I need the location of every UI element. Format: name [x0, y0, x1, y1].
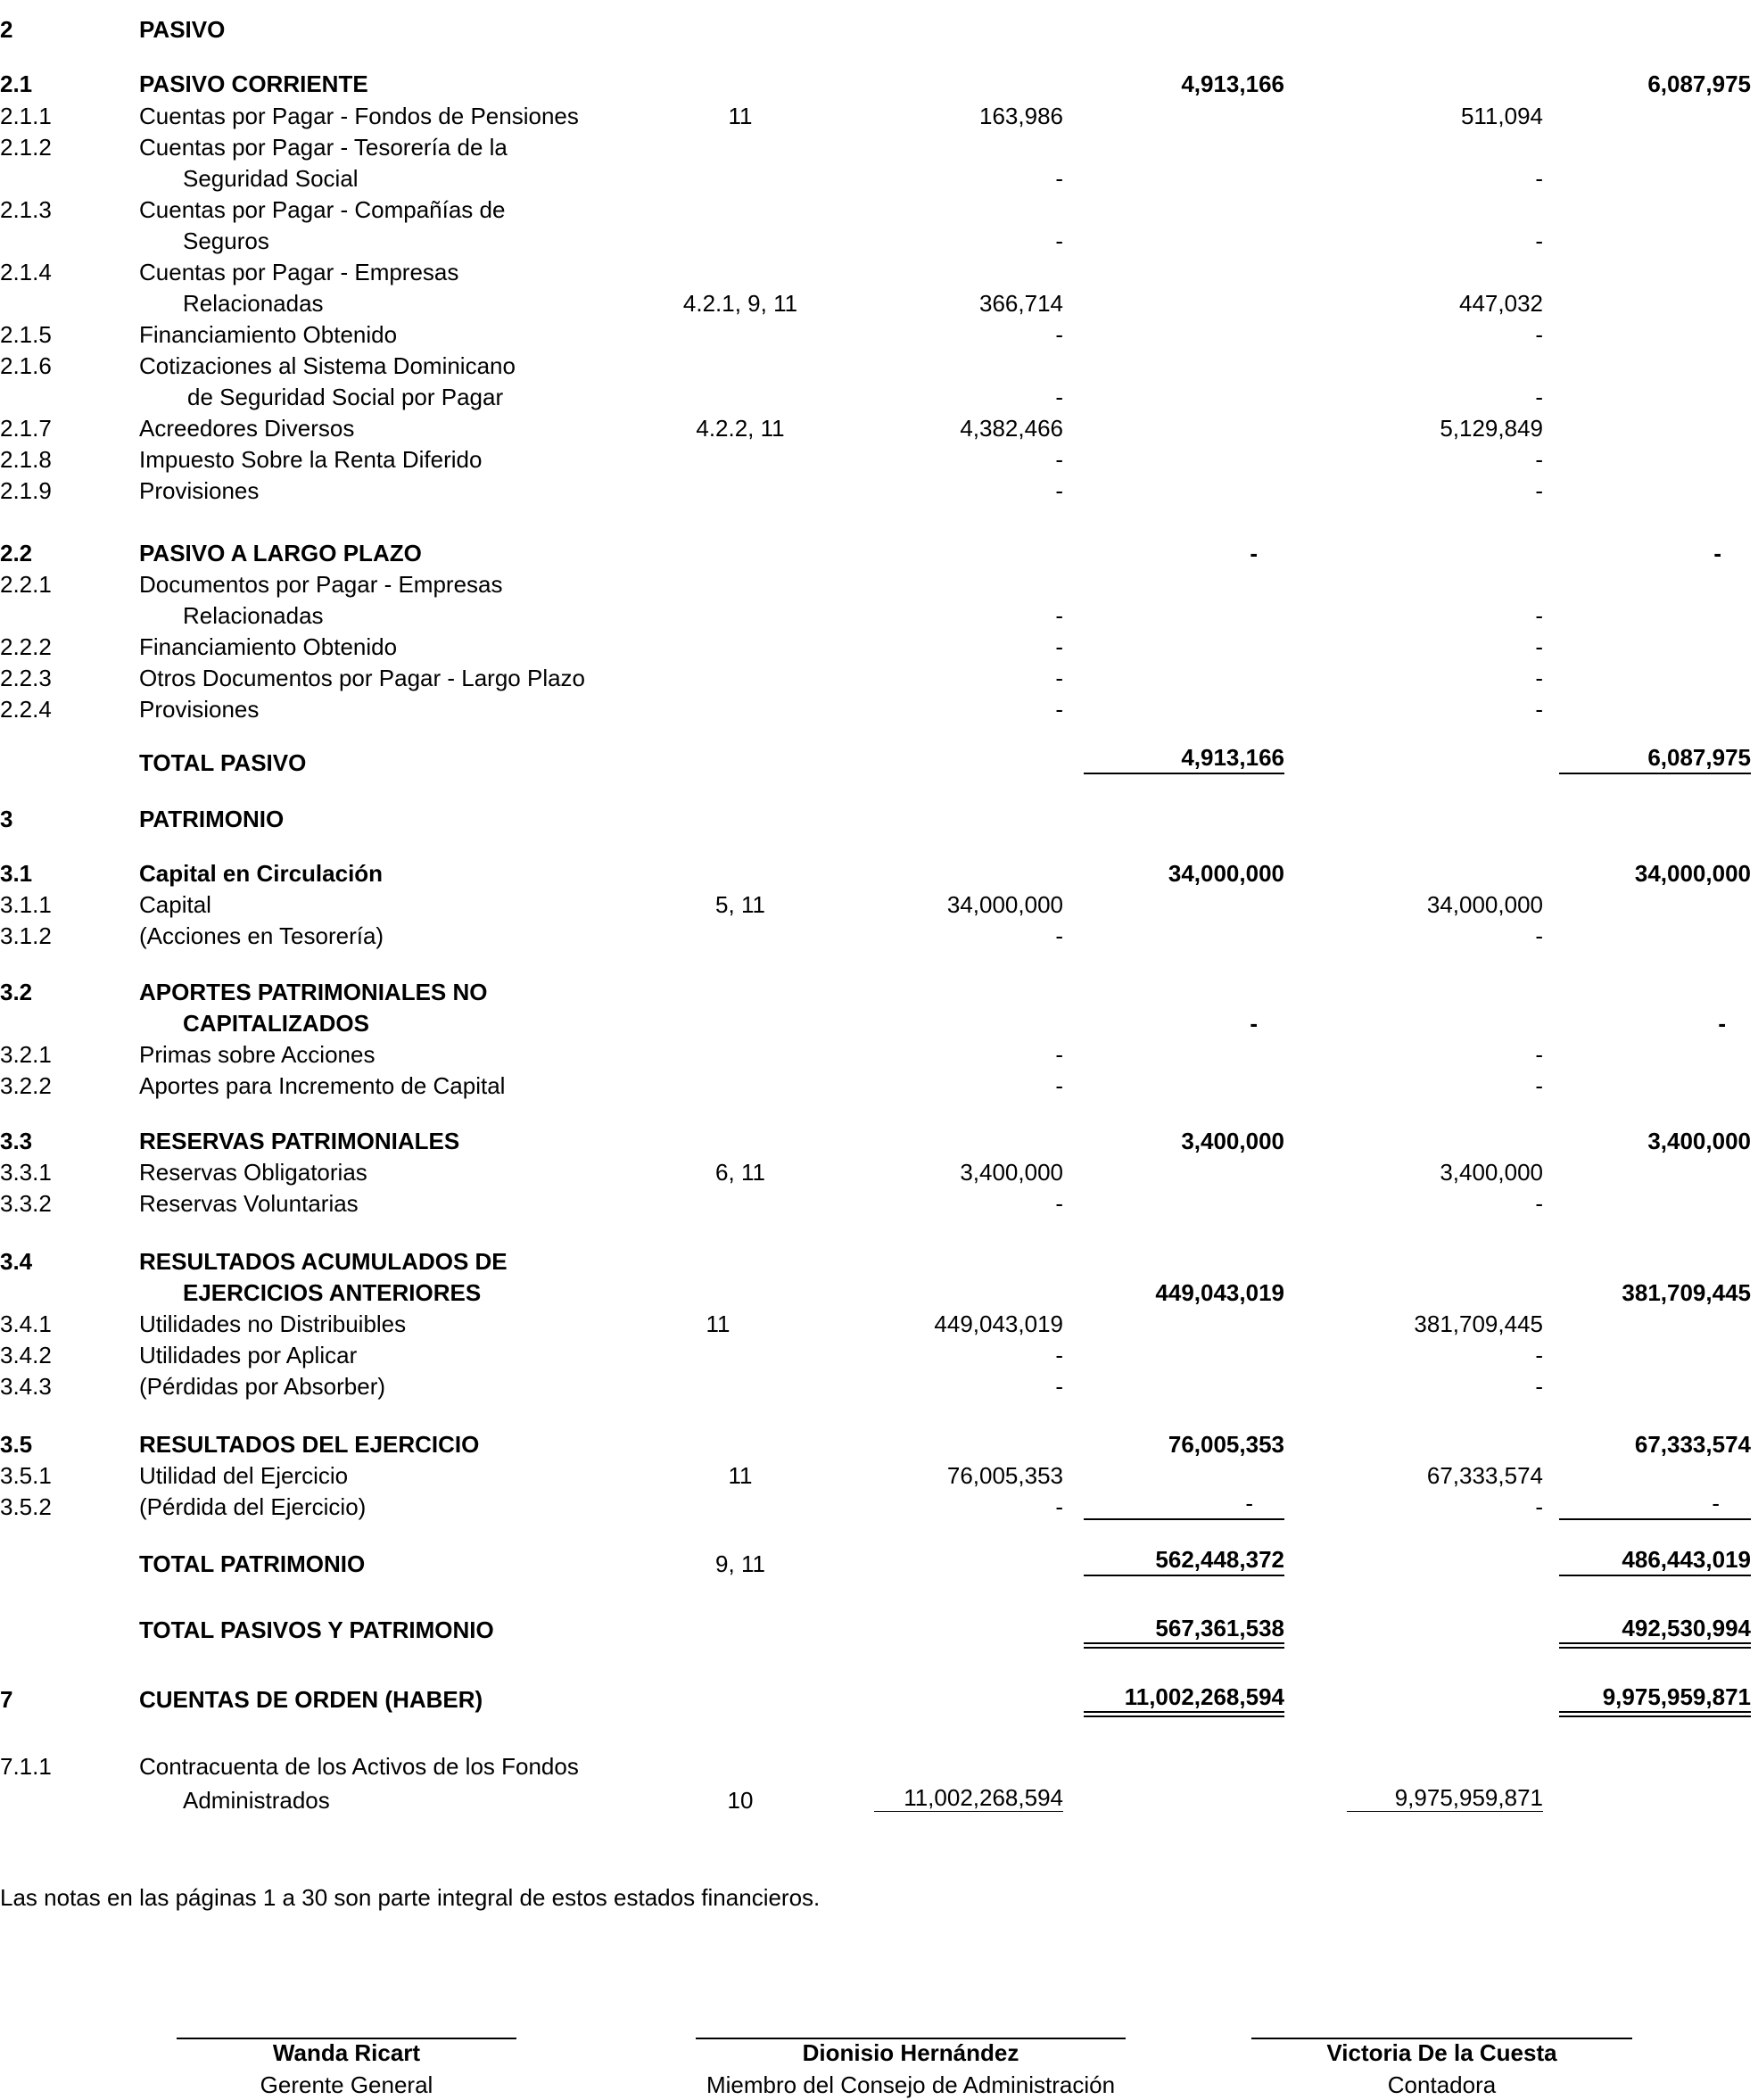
amount-current: - — [1055, 165, 1063, 192]
row-code: 2.1.7 — [0, 415, 52, 442]
subtotal-previous: 34,000,000 — [1634, 860, 1751, 887]
row-label: (Pérdidas por Absorber) — [139, 1373, 386, 1400]
amount-current: - — [1055, 227, 1063, 254]
row-code: 2.1.6 — [0, 352, 52, 379]
row-code: 3.3 — [0, 1128, 33, 1154]
amount-current: 76,005,353 — [946, 1462, 1063, 1489]
amount-current: 366,714 — [979, 290, 1063, 317]
amount-current: 163,986 — [979, 103, 1063, 129]
amount-previous: 9,975,959,871 — [1394, 1784, 1543, 1811]
row-code: 2.1.2 — [0, 134, 52, 161]
row-label: Financiamiento Obtenido — [139, 321, 398, 348]
row-label-cont: EJERCICIOS ANTERIORES — [183, 1279, 482, 1306]
row-code: 7.1.1 — [0, 1753, 52, 1780]
signature-title: Contadora — [1387, 2071, 1497, 2098]
row-code: 3.1 — [0, 860, 33, 887]
row-note: 5, 11 — [715, 891, 765, 918]
amount-current: - — [1055, 696, 1063, 723]
amount-previous: 447,032 — [1459, 290, 1543, 317]
row-label: RESERVAS PATRIMONIALES — [139, 1128, 460, 1154]
amount-previous: - — [1535, 1493, 1543, 1520]
total-current: 562,448,372 — [1155, 1546, 1284, 1573]
row-note: 4.2.2, 11 — [696, 415, 785, 442]
subtotal-current: 3,400,000 — [1181, 1128, 1284, 1154]
row-label: Financiamiento Obtenido — [139, 633, 398, 660]
row-label-cont: Seguros — [183, 227, 269, 254]
row-label: RESULTADOS ACUMULADOS DE — [139, 1248, 508, 1275]
row-code: 2.1 — [0, 70, 33, 97]
row-label: CUENTAS DE ORDEN (HABER) — [139, 1686, 483, 1713]
row-code: 3.1.1 — [0, 891, 52, 918]
amount-previous: - — [1535, 1190, 1543, 1217]
row-label-cont: Seguridad Social — [183, 165, 359, 192]
row-code: 2.1.1 — [0, 103, 52, 129]
double-underline — [1559, 1711, 1751, 1717]
signature-title: Miembro del Consejo de Administración — [706, 2071, 1116, 2098]
amount-previous: 511,094 — [1460, 103, 1543, 129]
row-code: 3.5 — [0, 1431, 33, 1458]
amount-previous: - — [1535, 321, 1543, 348]
amount-previous: - — [1535, 477, 1543, 504]
amount-previous: 34,000,000 — [1426, 891, 1543, 918]
row-label: Cuentas por Pagar - Fondos de Pensiones — [139, 103, 579, 129]
row-code: 3.5.2 — [0, 1493, 52, 1520]
subtotal-current: - — [1250, 540, 1258, 566]
row-code: 2.2.1 — [0, 571, 52, 598]
row-label: PASIVO CORRIENTE — [139, 70, 368, 97]
row-note: 6, 11 — [715, 1159, 765, 1186]
total-previous: 9,975,959,871 — [1602, 1683, 1751, 1710]
amount-current: - — [1055, 446, 1063, 473]
row-code: 2.1.3 — [0, 196, 52, 223]
row-label: Cuentas por Pagar - Compañías de — [139, 196, 506, 223]
amount-previous: - — [1535, 1373, 1543, 1400]
footnote: Las notas en las páginas 1 a 30 son parte integral de estos estados financieros. — [0, 1884, 821, 1911]
total-previous: 486,443,019 — [1622, 1546, 1751, 1573]
row-label: RESULTADOS DEL EJERCICIO — [139, 1431, 480, 1458]
total-current: 567,361,538 — [1155, 1615, 1284, 1641]
row-label: Primas sobre Acciones — [139, 1041, 376, 1068]
amount-current: 34,000,000 — [946, 891, 1063, 918]
signature-title: Gerente General — [260, 2071, 433, 2098]
total-label: TOTAL PASIVOS Y PATRIMONIO — [139, 1616, 494, 1643]
row-label: PASIVO A LARGO PLAZO — [139, 540, 422, 566]
row-code: 3.3.2 — [0, 1190, 52, 1217]
row-code: 3.1.2 — [0, 922, 52, 949]
row-code: 3 — [0, 806, 13, 832]
amount-previous: - — [1535, 165, 1543, 192]
double-underline — [1084, 1711, 1284, 1717]
amount-previous: - — [1535, 1342, 1543, 1368]
row-label: Cotizaciones al Sistema Dominicano — [139, 352, 516, 379]
row-code: 2 — [0, 16, 13, 43]
row-code: 3.4.3 — [0, 1373, 52, 1400]
amount-current: - — [1055, 633, 1063, 660]
underline — [874, 1811, 1063, 1812]
amount-previous: - — [1535, 446, 1543, 473]
row-label: PATRIMONIO — [139, 806, 285, 832]
row-code: 3.4.2 — [0, 1342, 52, 1368]
row-code: 2.2.3 — [0, 665, 52, 691]
row-label: Utilidad del Ejercicio — [139, 1462, 349, 1489]
row-label: (Pérdida del Ejercicio) — [139, 1493, 367, 1520]
amount-previous: - — [1535, 665, 1543, 691]
subtotal-previous: 381,709,445 — [1622, 1279, 1751, 1306]
amount-current: 449,043,019 — [934, 1310, 1063, 1337]
amount-previous: 381,709,445 — [1414, 1310, 1543, 1337]
row-label: Acreedores Diversos — [139, 415, 355, 442]
amount-current: - — [1055, 665, 1063, 691]
row-label-cont: CAPITALIZADOS — [183, 1010, 369, 1037]
amount-current: 4,382,466 — [960, 415, 1063, 442]
underline — [1084, 1518, 1284, 1520]
row-label: Documentos por Pagar - Empresas — [139, 571, 503, 598]
subtotal-previous: 3,400,000 — [1647, 1128, 1751, 1154]
amount-previous: 3,400,000 — [1440, 1159, 1543, 1186]
row-label: Cuentas por Pagar - Empresas — [139, 259, 459, 285]
total-current: 4,913,166 — [1181, 744, 1284, 771]
amount-previous: - — [1535, 1041, 1543, 1068]
row-note: 4.2.1, 9, 11 — [682, 290, 798, 317]
row-label: Cuentas por Pagar - Tesorería de la — [139, 134, 508, 161]
row-label: Otros Documentos por Pagar - Largo Plazo — [139, 665, 586, 691]
total-current: 11,002,268,594 — [1124, 1683, 1284, 1710]
subtotal-previous: - — [1712, 1490, 1720, 1517]
row-code: 2.1.9 — [0, 477, 52, 504]
row-label-cont: Administrados — [183, 1787, 330, 1814]
total-previous: 492,530,994 — [1622, 1615, 1751, 1641]
total-label: TOTAL PASIVO — [139, 749, 307, 776]
double-underline — [1084, 1642, 1284, 1649]
row-note: 11 — [706, 1310, 730, 1337]
row-code: 3.2.2 — [0, 1072, 52, 1099]
subtotal-previous: 6,087,975 — [1647, 70, 1751, 97]
row-label: Impuesto Sobre la Renta Diferido — [139, 446, 483, 473]
amount-previous: - — [1535, 227, 1543, 254]
amount-current: - — [1055, 321, 1063, 348]
signature-name: Victoria De la Cuesta — [1326, 2039, 1557, 2066]
row-note: 11 — [728, 1462, 753, 1489]
row-code: 2.2 — [0, 540, 33, 566]
row-label: PASIVO — [139, 16, 226, 43]
amount-previous: 5,129,849 — [1440, 415, 1543, 442]
signature-name: Dionisio Hernández — [802, 2039, 1019, 2066]
underline — [1559, 1518, 1751, 1520]
amount-previous: - — [1535, 1072, 1543, 1099]
row-code: 3.2.1 — [0, 1041, 52, 1068]
row-label: Aportes para Incremento de Capital — [139, 1072, 506, 1099]
amount-current: - — [1055, 1041, 1063, 1068]
row-label: (Acciones en Tesorería) — [139, 922, 384, 949]
amount-current: - — [1055, 1072, 1063, 1099]
subtotal-previous: 67,333,574 — [1634, 1431, 1751, 1458]
amount-previous: 67,333,574 — [1426, 1462, 1543, 1489]
double-underline — [1559, 1642, 1751, 1649]
subtotal-previous: - — [1718, 1010, 1726, 1037]
row-code: 2.1.5 — [0, 321, 52, 348]
row-code: 2.1.8 — [0, 446, 52, 473]
row-label: Reservas Voluntarias — [139, 1190, 359, 1217]
subtotal-current: - — [1250, 1010, 1258, 1037]
signature-name: Wanda Ricart — [272, 2039, 421, 2066]
amount-current: - — [1055, 384, 1063, 410]
row-note: 10 — [727, 1787, 754, 1814]
underline — [1559, 1575, 1751, 1576]
row-label-cont: Relacionadas — [183, 602, 324, 629]
amount-previous: - — [1535, 696, 1543, 723]
underline — [1084, 1575, 1284, 1576]
row-label: Capital — [139, 891, 211, 918]
underline — [1559, 773, 1751, 774]
row-label: APORTES PATRIMONIALES NO — [139, 979, 488, 1005]
row-code: 2.1.4 — [0, 259, 52, 285]
row-label: Provisiones — [139, 696, 260, 723]
amount-current: - — [1055, 1190, 1063, 1217]
subtotal-previous: - — [1713, 540, 1721, 566]
row-label: Utilidades por Aplicar — [139, 1342, 358, 1368]
amount-current: - — [1055, 1493, 1063, 1520]
subtotal-current: 76,005,353 — [1168, 1431, 1284, 1458]
row-label-cont: Relacionadas — [183, 290, 324, 317]
row-label: Contracuenta de los Activos de los Fondos — [139, 1753, 579, 1780]
row-code: 2.2.4 — [0, 696, 52, 723]
amount-current: - — [1055, 602, 1063, 629]
row-code: 3.4 — [0, 1248, 33, 1275]
row-code: 3.4.1 — [0, 1310, 52, 1337]
amount-current: 3,400,000 — [960, 1159, 1063, 1186]
underline — [1347, 1811, 1543, 1812]
row-code: 7 — [0, 1686, 13, 1713]
amount-current: - — [1055, 922, 1063, 949]
row-note: 11 — [728, 103, 753, 129]
row-code: 2.2.2 — [0, 633, 52, 660]
row-label-cont: de Seguridad Social por Pagar — [187, 384, 504, 410]
row-label: Utilidades no Distribuibles — [139, 1310, 407, 1337]
row-note: 9, 11 — [715, 1550, 765, 1577]
amount-previous: - — [1535, 602, 1543, 629]
subtotal-current: 4,913,166 — [1181, 70, 1284, 97]
amount-current: - — [1055, 1373, 1063, 1400]
amount-current: - — [1055, 1342, 1063, 1368]
row-label: Capital en Circulación — [139, 860, 384, 887]
subtotal-current: - — [1245, 1490, 1253, 1517]
subtotal-current: 449,043,019 — [1155, 1279, 1284, 1306]
total-label: TOTAL PATRIMONIO — [139, 1550, 366, 1577]
row-code: 3.3.1 — [0, 1159, 52, 1186]
total-previous: 6,087,975 — [1647, 744, 1751, 771]
row-code: 3.5.1 — [0, 1462, 52, 1489]
amount-current: - — [1055, 477, 1063, 504]
row-code: 3.2 — [0, 979, 33, 1005]
amount-previous: - — [1535, 922, 1543, 949]
row-label: Provisiones — [139, 477, 260, 504]
amount-previous: - — [1535, 633, 1543, 660]
row-label: Reservas Obligatorias — [139, 1159, 367, 1186]
amount-current: 11,002,268,594 — [904, 1784, 1063, 1811]
subtotal-current: 34,000,000 — [1168, 860, 1284, 887]
underline — [1084, 773, 1284, 774]
amount-previous: - — [1535, 384, 1543, 410]
